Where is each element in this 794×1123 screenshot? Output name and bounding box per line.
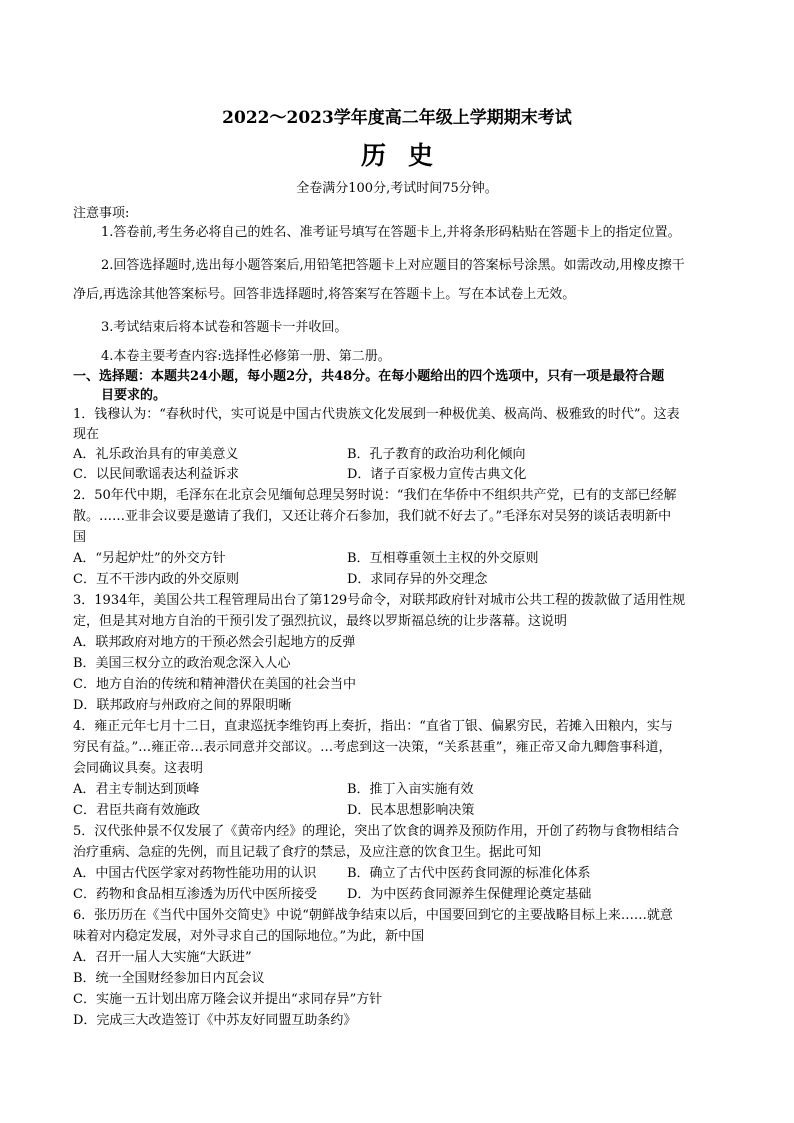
exam-meta: 全卷满分100分,考试时间75分钟。 [296,181,498,196]
q5-stem-line-2: 治疗重病、急症的先例，而且记载了食疗的禁忌，及应注意的饮食卫生。据此可知 [73,845,542,860]
q2-option-d: D．求同存异的外交理念 [347,572,488,587]
q3-option-b: B．美国三权分立的政治观念深入人心 [73,656,291,671]
q2-stem-line-3: 国 [73,530,87,545]
note-2-line-1: 2.回答选择题时,选出每小题答案后,用铅笔把答题卡上对应题目的答案标号涂黑。如需改动,用橡皮擦干 [101,258,685,273]
notes-heading: 注意事项: [73,206,130,221]
note-4: 4.本卷主要考查内容:选择性必修第一册、第二册。 [101,349,391,364]
q6-stem-line-1: 6．张历历在《当代中国外交简史》中说“朝鲜战争结束以后，中国要回到它的主要战略目标上来……就意 [73,908,673,923]
q2-option-b: B．互相尊重领土主权的外交原则 [347,551,539,566]
q6-option-d: D．完成三大改造签订《中苏友好同盟互助条约》 [73,1013,357,1028]
q3-option-a: A．联邦政府对地方的干预必然会引起地方的反弹 [73,635,356,650]
q6-stem-line-2: 味着对内稳定发展，对外寻求自己的国际地位。”为此，新中国 [73,929,425,944]
q1-option-d: D．诸子百家极力宣传古典文化 [347,467,527,482]
q6-option-c: C．实施一五计划出席万隆会议并提出“求同存异”方针 [73,992,383,1007]
q2-stem-line-1: 2．50年代中期，毛泽东在北京会见缅甸总理吴努时说：“我们在华侨中不组织共产党，已有的支部已经解 [73,488,677,503]
q1-option-c: C．以民间歌谣表达利益诉求 [73,467,239,482]
q1-option-b: B．孔子教育的政治功利化倾向 [347,447,526,462]
q1-option-a: A．礼乐政治具有的审美意义 [73,447,239,462]
q3-stem-line-2: 定，但是其对地方自治的干预引发了强烈抗议，最终以罗斯福总统的让步落幕。这说明 [73,614,568,629]
q5-option-d: D．为中医药食同源养生保健理论奠定基础 [347,887,592,902]
section-heading-line-2: 目要求的。 [101,388,167,403]
q3-option-d: D．联邦政府与州政府之间的界限明晰 [73,698,292,713]
q4-option-b: B．推丁入亩实施有效 [347,782,474,797]
q4-option-c: C．君臣共商有效施政 [73,803,200,818]
q4-option-a: A．君主专制达到顶峰 [73,782,200,797]
q1-stem-line-2: 现在 [73,427,100,442]
q5-option-b: B．确立了古代中医药食同源的标准化体系 [347,866,591,881]
q2-stem-line-2: 散。……亚非会议要是邀请了我们，又还让蒋介石参加，我们就不好去了。”毛泽东对吴努的谈话表明新中 [73,509,672,524]
q4-option-d: D．民本思想影响决策 [347,803,475,818]
q4-stem-line-3: 会同确议具奏。这表明 [73,761,204,776]
q1-stem-line-1: 1．钱穆认为：“春秋时代，实可说是中国古代贵族文化发展到一种极优美、极高尚、极雅致的时代”。这表 [73,407,680,422]
note-1: 1.答卷前,考生务必将自己的姓名、准考证号填写在答题卡上,并将条形码粘贴在答题卡上的指定位置。 [101,225,681,240]
q2-option-c: C．互不干涉内政的外交原则 [73,572,239,587]
q5-stem-line-1: 5．汉代张仲景不仅发展了《黄帝内经》的理论，突出了饮食的调养及预防作用，开创了药物与食物相结合 [73,824,680,839]
q4-stem-line-2: 穷民有益。”…雍正帝…表示同意并交部议。…考虑到这一决策，“关系甚重”，雍正帝又命九卿詹事科道， [73,740,672,755]
q6-option-b: B．统一全国财经参加日内瓦会议 [73,971,265,986]
note-3: 3.考试结束后将本试卷和答题卡一并收回。 [101,320,348,335]
section-heading-line-1: 一、选择题：本题共24小题，每小题2分，共48分。在每小题给出的四个选项中，只有一项是最符合题 [73,369,665,384]
note-2-line-2: 净后,再选涂其他答案标号。回答非选择题时,将答案写在答题卡上。写在本试卷上无效。 [73,287,576,302]
q4-stem-line-1: 4．雍正元年七月十二日，直隶巡抚李维钧再上奏折，指出：“直省丁银、偏累穷民，若摊入田粮内，实与 [73,719,673,734]
subject-title: 历史 [360,141,455,170]
q5-option-c: C．药物和食品相互渗透为历代中医所接受 [73,887,317,902]
exam-title: 2022～2023学年度高二年级上学期期末考试 [222,108,572,128]
q6-option-a: A．召开一届人大实施“大跃进” [73,950,252,965]
q5-option-a: A．中国古代医学家对药物性能功用的认识 [73,866,317,881]
q3-option-c: C．地方自治的传统和精神潜伏在美国的社会当中 [73,677,356,692]
q2-option-a: A．“另起炉灶”的外交方针 [73,551,226,566]
q3-stem-line-1: 3．1934年，美国公共工程管理局出台了第129号命令，对联邦政府针对城市公共工程的拨款做了适用性规 [73,593,686,608]
